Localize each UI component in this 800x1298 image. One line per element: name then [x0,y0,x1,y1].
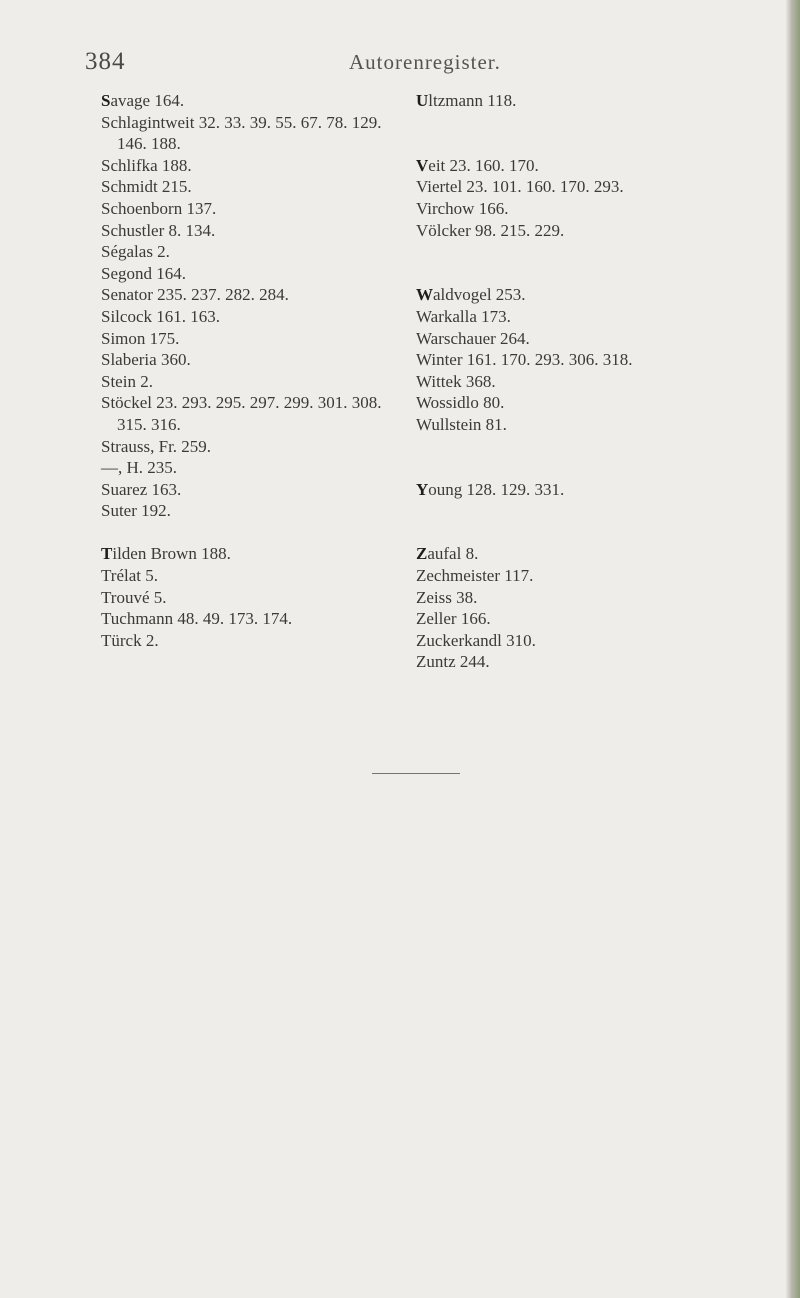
index-entry: Zuntz 244. [416,652,490,672]
index-entry: Stöckel 23. 293. 295. 297. 299. 301. 308. [101,393,382,413]
entry-text: aufal 8. [427,544,479,564]
entry-text: oung 128. 129. 331. [428,479,565,499]
index-entry [416,155,736,177]
index-entry: Suarez 163. [101,479,182,499]
index-entry: Schoenborn 137. [101,198,217,218]
page-edge [786,0,800,1298]
index-entry: Trouvé 5. [101,587,167,607]
group-gap [416,436,736,458]
index-entry [416,543,736,565]
group-gap [416,263,736,285]
entry-text: ilden Brown 188. [112,544,231,564]
index-entry: Strauss, Fr. 259. [101,436,212,456]
index-entry: Winter 161. 170. 293. 306. 318. [416,350,633,370]
index-entry: Wittek 368. [416,371,496,391]
index-entry: Wullstein 81. [416,414,507,434]
index-entry [416,479,736,501]
index-entry: Zechmeister 117. [416,566,534,586]
letter-initial: V [416,155,429,175]
index-entry: Warkalla 173. [416,306,511,326]
index-entry: Silcock 161. 163. [101,306,220,326]
group-gap [416,133,736,155]
end-rule [372,773,460,774]
index-entry: Schustler 8. 134. [101,220,216,240]
page-number: 384 [85,48,126,75]
entry-text: ltzmann 118. [428,91,517,110]
index-entry: Stein 2. [101,371,153,391]
index-entry [416,284,736,306]
index-entry: Slaberia 360. [101,350,191,370]
index-entry: Schlagintweit 32. 33. 39. 55. 67. 78. 129. [101,112,382,132]
entry-text: aldvogel 253. [433,285,526,305]
running-head: Autorenregister. [349,50,501,74]
letter-initial: T [101,544,113,564]
index-entry: Warschauer 264. [416,328,530,348]
index-entry: Virchow 166. [416,198,509,218]
entry-text: avage 164. [110,91,185,110]
index-entry: —, H. 235. [101,458,178,478]
letter-initial: Y [416,479,429,499]
group-gap [416,241,736,263]
group-gap [101,522,421,544]
index-entry: Zuckerkandl 310. [416,630,536,650]
index-column-left [101,90,421,651]
index-entry: Simon 175. [101,328,180,348]
index-entry: Schlifka 188. [101,155,192,175]
letter-initial: Z [416,544,428,564]
index-entry: Zeiss 38. [416,587,478,607]
group-gap [416,522,736,544]
index-entry: Senator 235. 237. 282. 284. [101,285,289,305]
index-entry: Völcker 98. 215. 229. [416,220,565,240]
letter-initial: S [101,91,111,110]
letter-initial: W [416,285,433,305]
index-entry: Segond 164. [101,263,186,283]
group-gap [416,500,736,522]
entry-text: eit 23. 160. 170. [428,155,539,175]
index-entry-continuation: 315. 316. [117,414,181,434]
index-entry [101,90,421,112]
index-entry-continuation: 146. 188. [117,134,181,154]
index-entry [101,543,421,565]
index-entry: Tuchmann 48. 49. 173. 174. [101,609,293,629]
index-entry: Trélat 5. [101,566,158,586]
index-entry: Zeller 166. [416,609,491,629]
index-entry: Ségalas 2. [101,242,170,262]
index-entry [416,90,736,112]
index-column-right [416,90,736,673]
group-gap [416,457,736,479]
index-entry: Türck 2. [101,630,159,650]
index-entry: Wossidlo 80. [416,393,505,413]
index-entry: Schmidt 215. [101,177,192,197]
index-entry: Viertel 23. 101. 160. 170. 293. [416,177,624,197]
index-entry: Suter 192. [101,501,171,521]
letter-initial: U [416,91,429,110]
group-gap [416,112,736,134]
